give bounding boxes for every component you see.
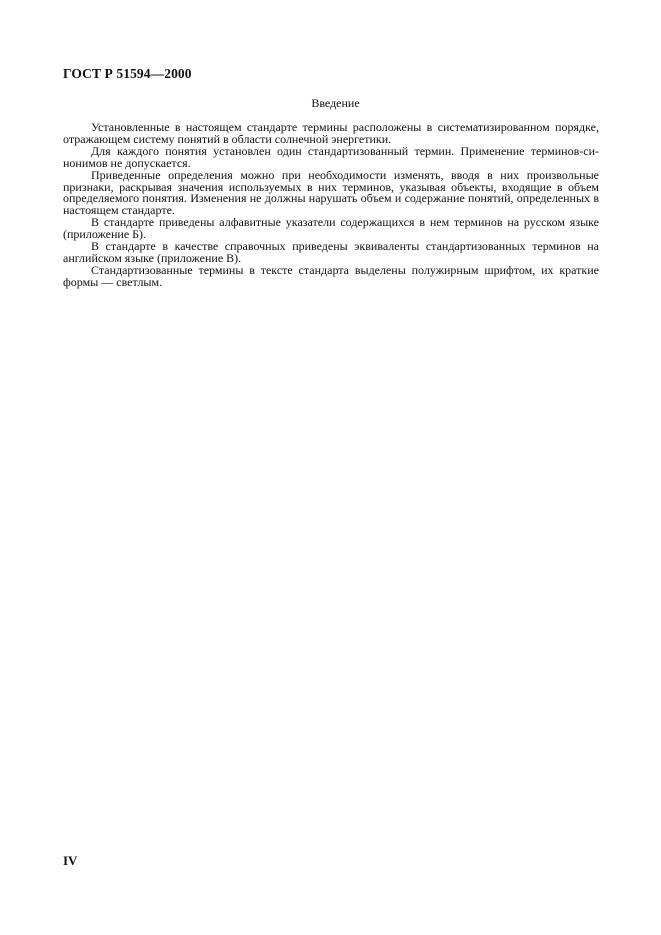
paragraph: Для каждого понятия установлен один стандартизованный термин. Применение терминов-синонимов не допускается.: [63, 143, 599, 170]
document-header: ГОСТ Р 51594—2000: [63, 66, 192, 81]
body-text: [63, 122, 599, 289]
paragraph: Установленные в настоящем стандарте термины расположены в систематизированном порядке, отражающем систему понятий в области солнечной энергетики.: [63, 120, 599, 146]
section-title: Введение: [311, 96, 360, 110]
paragraph: Стандартизованные термины в тексте стандарта выделены полужирным шрифтом, их краткие формы — светлым.: [63, 262, 599, 289]
paragraph: В стандарте приведены алфавитные указатели содержащихся в нем терминов на русском языке (приложение Б).: [63, 215, 599, 242]
paragraph: Приведенные определения можно при необходимости изменять, вводя в них произвольные признаки, раскрывая значения используемых в них терминов, указывая объекты, входящие в объем определяемого понятия. Изменения не должны нарушать объем и содержание понятий, определенных в настоящем стандарте.: [63, 167, 599, 218]
page-number: IV: [63, 853, 78, 868]
paragraph: В стандарте в качестве справочных приведены эквиваленты стандартизованных терминов на английском языке (приложение В).: [63, 239, 599, 265]
